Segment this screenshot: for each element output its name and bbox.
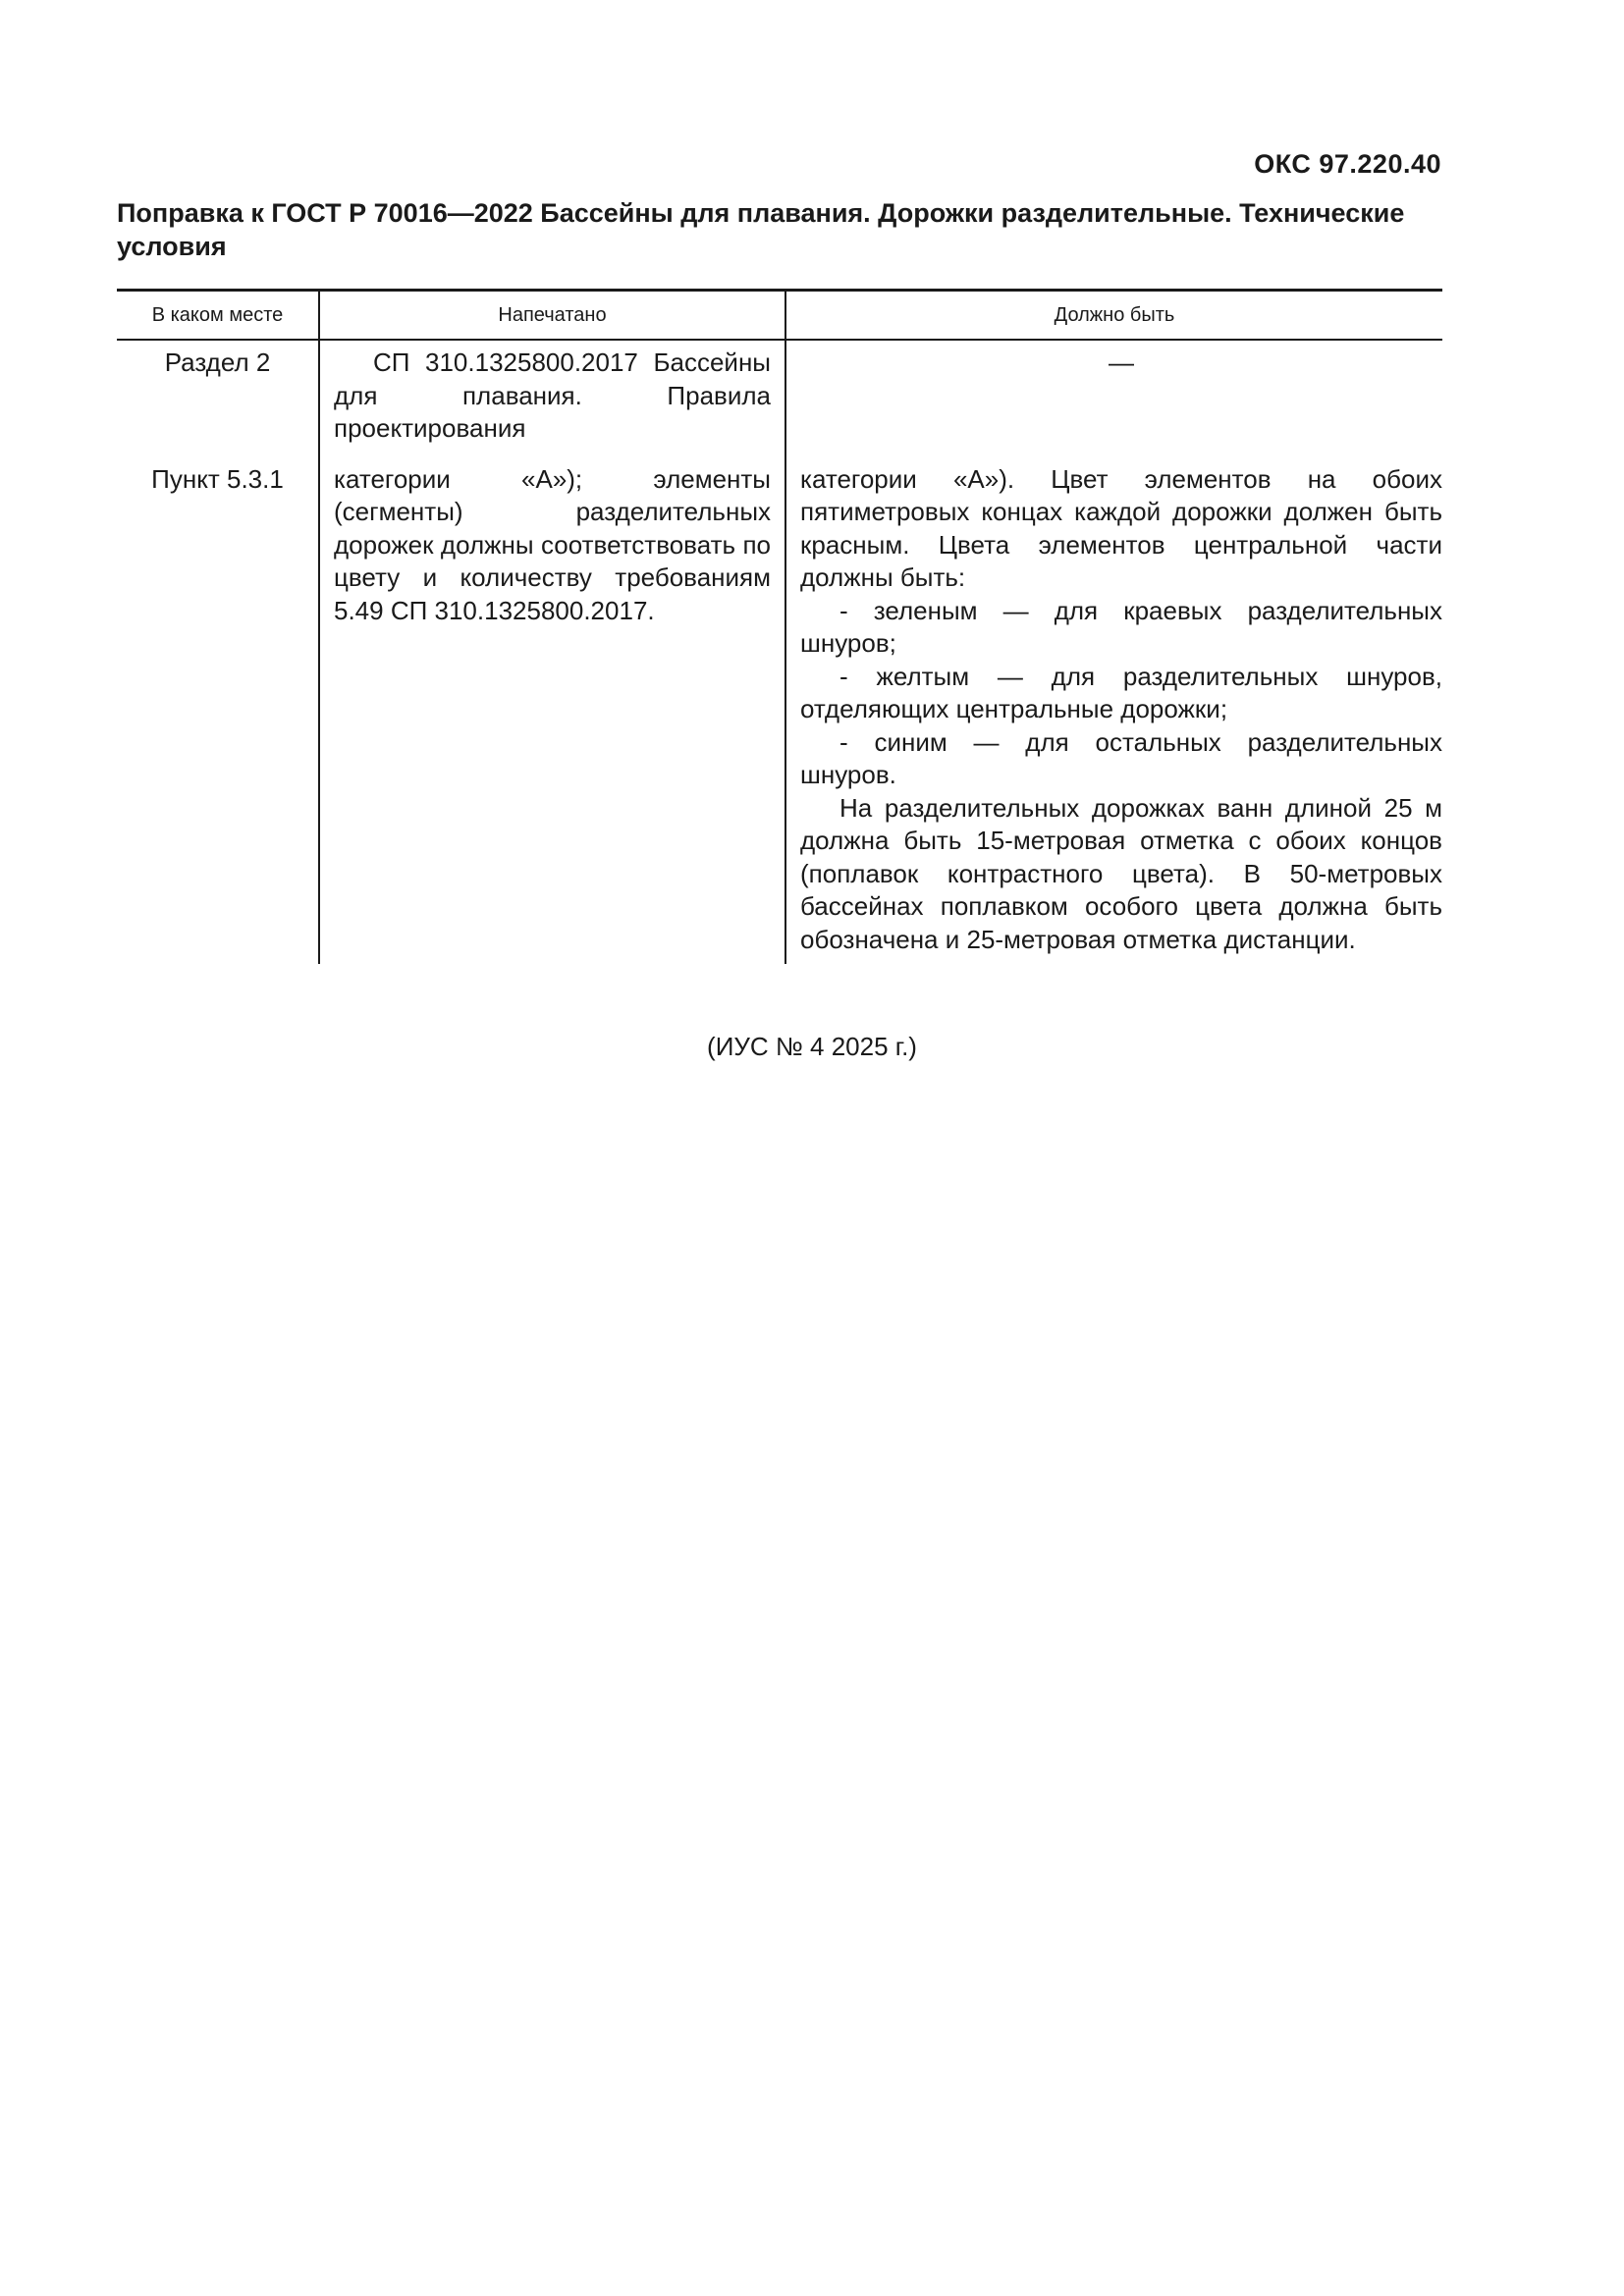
document-title: Поправка к ГОСТ Р 70016—2022 Бассейны для плавания. Дорожки разделительные. Технические условия bbox=[117, 198, 1405, 261]
should-paragraph: категории «А»). Цвет элементов на обоих пятиметровых концах каждой дорожки должен быть красным. Цвета элементов центральной части должны быть: bbox=[800, 463, 1442, 592]
table-row bbox=[117, 340, 1442, 463]
column-header-should-be: Должно быть bbox=[785, 291, 1442, 341]
should-paragraph: На разделительных дорожках ванн длиной 25 м должна быть 15-метровая отметка с обоих концов (поплавок контрастного цвета). В 50-метровых бассейнах поплавком особого цвета должна быть обозначена и 25-метровая отметка дистанции. bbox=[800, 792, 1442, 954]
table-header-row bbox=[117, 291, 1442, 341]
should-list-item: - зеленым — для краевых разделительных шнуров; bbox=[800, 595, 1442, 658]
cell-should-be: — bbox=[785, 340, 1442, 463]
oks-code: ОКС 97.220.40 bbox=[1254, 149, 1441, 179]
printed-text: СП 310.1325800.2017 Бассейны для плавания. Правила проектирования bbox=[334, 347, 771, 443]
should-list-item: - синим — для остальных разделительных шнуров. bbox=[800, 726, 1442, 789]
cell-printed bbox=[319, 340, 785, 463]
printed-text: категории «А»); элементы (сегменты) разделительных дорожек должны соответствовать по цвету и количеству требованиям 5.49 СП 310.1325800.2017. bbox=[334, 463, 771, 625]
table-row bbox=[117, 463, 1442, 965]
amendment-table bbox=[117, 289, 1442, 964]
column-header-place: В каком месте bbox=[151, 303, 284, 326]
cell-printed bbox=[319, 463, 785, 965]
cell-place: Пункт 5.3.1 bbox=[151, 463, 284, 494]
cell-place: Раздел 2 bbox=[164, 347, 271, 377]
cell-should-be bbox=[785, 463, 1442, 965]
column-header-printed: Напечатано bbox=[319, 291, 785, 341]
ius-reference: (ИУС № 4 2025 г.) bbox=[707, 1032, 917, 1061]
should-list-item: - желтым — для разделительных шнуров, отделяющих центральные дорожки; bbox=[800, 661, 1442, 723]
